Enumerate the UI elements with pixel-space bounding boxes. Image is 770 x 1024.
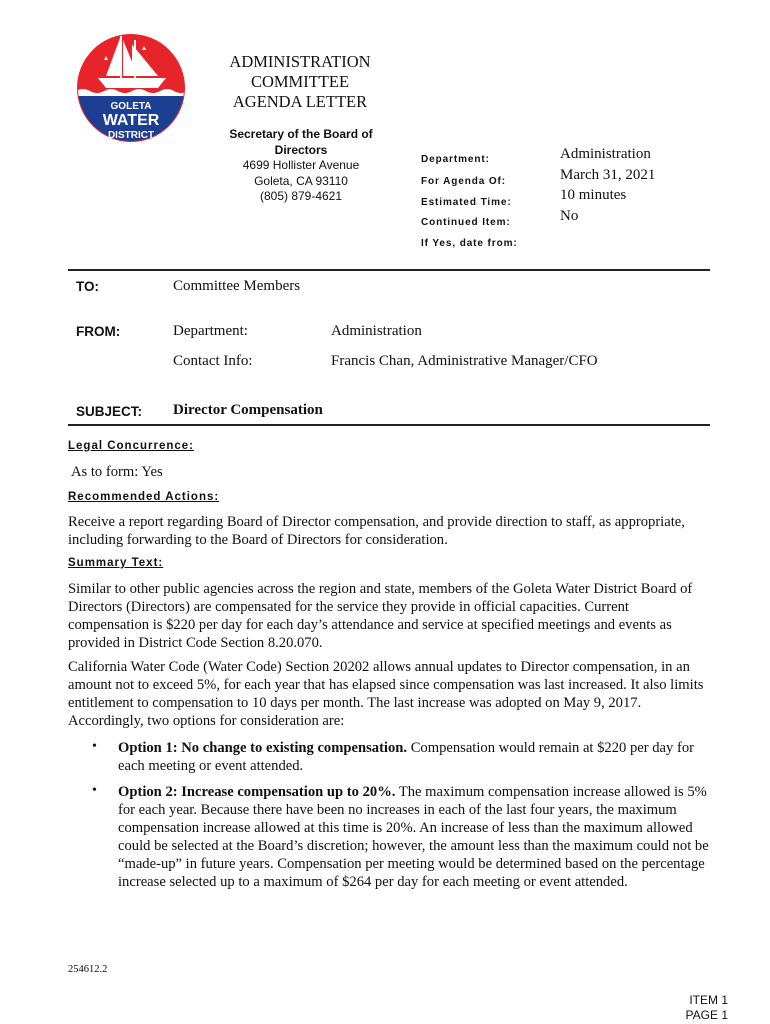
- title-line-3: AGENDA LETTER: [232, 92, 368, 111]
- agenda-date-value: March 31, 2021: [560, 167, 656, 183]
- department-value: Administration: [560, 146, 651, 162]
- title-line-2: COMMITTEE: [250, 72, 350, 91]
- summary-text-heading: Summary Text:: [68, 557, 164, 569]
- subject-label: SUBJECT:: [76, 404, 143, 419]
- bullet-icon: •: [92, 739, 97, 754]
- logo-line-1: GOLETA: [110, 101, 152, 112]
- secretary-line-1: Secretary of the Board of: [229, 127, 373, 141]
- header-rule-bottom: [68, 424, 710, 426]
- option-2-text: The maximum compensation increase allowed is 5% for each year. Because there have been no increases in each of the last four years, the maximum compensation increase allowed at this time is 20%. An increase of less than the maximum allowed could be selected at the Board’s discretion; however, the amount less than the maximum could not be “made-up” in future years. Compensation per meeting would be determined based on the percentage increase selected up to a maximum of $264 per day for each meeting or event attended.: [118, 784, 709, 890]
- address-city: Goleta, CA 93110: [254, 173, 348, 188]
- document-number: 254612.2: [68, 964, 108, 975]
- continued-item-label: Continued Item:: [421, 217, 511, 228]
- header-rule-top: [68, 269, 710, 271]
- goleta-water-district-logo: [76, 28, 186, 148]
- estimated-time-label: Estimated Time:: [421, 197, 512, 208]
- agenda-letter-title: [200, 52, 400, 112]
- page-number: PAGE 1: [685, 1008, 728, 1022]
- to-value: Committee Members: [173, 278, 301, 294]
- agenda-date-label: For Agenda Of:: [421, 176, 507, 187]
- logo-line-3: DISTRICT: [107, 130, 155, 141]
- option-1-item: [118, 739, 710, 775]
- from-label: FROM:: [76, 324, 121, 339]
- logo-line-2: WATER: [102, 112, 160, 129]
- summary-paragraph-2: California Water Code (Water Code) Section 20202 allows annual updates to Director compensation, in an amount not to exceed 5%, for each year that has elapsed since compensation was last increased. It also limits entitlement to compensation to 10 days per month. The last increase was adopted on May 9, 2017. Accordingly, two options for consideration are:: [68, 659, 704, 729]
- contact-info-label: Contact Info:: [173, 353, 253, 369]
- summary-paragraph-1: Similar to other public agencies across the region and state, members of the Goleta Water District Board of Directors (Directors) are compensated for the service they provide in official capacities. Current compensation is $220 per day for each day’s attendance and service at specified meetings and events as provided in District Code Section 8.20.070.: [68, 581, 693, 651]
- legal-concurrence-text: As to form: Yes: [71, 464, 163, 480]
- from-department-label: Department:: [173, 323, 248, 339]
- address-phone: (805) 879-4621: [259, 189, 343, 203]
- option-1-title: Option 1: No change to existing compensation.: [118, 740, 408, 756]
- title-line-1: ADMINISTRATION: [229, 52, 371, 71]
- option-2-item: [118, 783, 710, 891]
- secretary-address-block: [210, 127, 392, 205]
- bullet-icon: •: [92, 783, 97, 798]
- if-yes-date-label: If Yes, date from:: [421, 238, 518, 249]
- option-2-title: Option 2: Increase compensation up to 20%.: [118, 784, 396, 800]
- to-label: TO:: [76, 279, 99, 294]
- item-page-marker: [683, 993, 728, 1023]
- legal-concurrence-heading: Legal Concurrence:: [68, 440, 194, 452]
- recommended-actions-text: Receive a report regarding Board of Director compensation, and provide direction to staff, as appropriate, including forwarding to the Board of Directors for consideration.: [68, 514, 685, 548]
- option-1-text: Compensation would remain at $220 per day for each meeting or event attended.: [118, 740, 694, 774]
- estimated-time-value: 10 minutes: [560, 187, 627, 203]
- contact-info-value: Francis Chan, Administrative Manager/CFO: [331, 353, 598, 369]
- secretary-line-2: Directors: [274, 142, 328, 157]
- recommended-actions-heading: Recommended Actions:: [68, 491, 220, 503]
- item-number: ITEM 1: [689, 993, 728, 1007]
- from-department-value: Administration: [331, 323, 422, 339]
- continued-item-value: No: [560, 208, 579, 224]
- subject-value: Director Compensation: [173, 402, 323, 418]
- department-label: Department:: [421, 154, 490, 165]
- address-street: 4699 Hollister Avenue: [242, 158, 360, 172]
